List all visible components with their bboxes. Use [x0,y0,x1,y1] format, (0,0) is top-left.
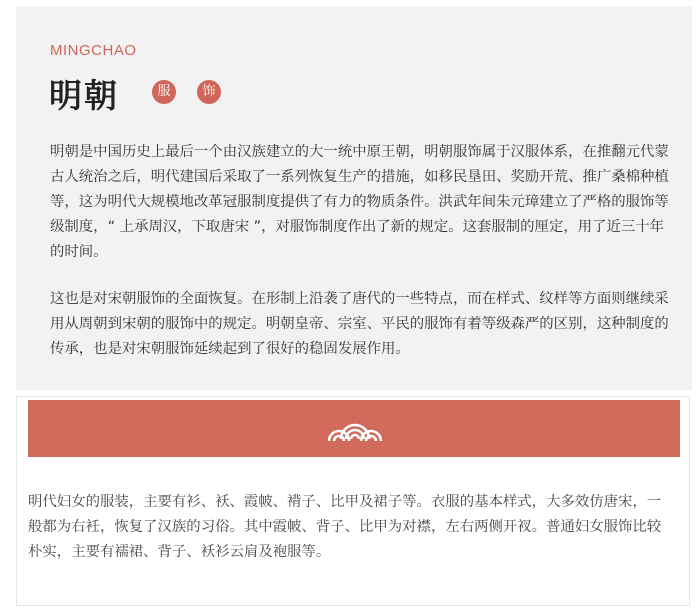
section-banner [28,400,680,457]
tag-badge-shi: 饰 [197,80,221,104]
english-title: MINGCHAO [50,42,137,59]
auspicious-cloud-icon [326,415,384,443]
page-title: 明朝 [49,76,119,115]
tag-badge-fu: 服 [152,80,176,104]
intro-paragraph-1: 明朝是中国历史上最后一个由汉族建立的大一统中原王朝，明朝服饰属于汉服体系，在推翻元代蒙古人统治之后，明代建国后采取了一系列恢复生产的措施，如移民垦田、奖励开荒、推广桑棉种植等，这为明代大规模地改革冠服制度提供了有力的物质条件。洪武年间朱元璋建立了严格的服饰等级制度，“ 上承周汉，下取唐宋 ”，对服饰制度作出了新的规定。这套服制的厘定，用了近三十年的时间。 [50,144,669,260]
intro-card [16,6,692,390]
intro-paragraph-2: 这也是对宋朝服饰的全面恢复。在形制上沿袭了唐代的一些特点，而在样式、纹样等方面则继续采用从周朝到宋朝的服饰中的规定。明朝皇帝、宗室、平民的服饰有着等级森严的区别，这种制度的传承，也是对宋朝服饰延续起到了很好的稳固发展作用。 [50,291,669,357]
women-clothing-paragraph: 明代妇女的服装，主要有衫、袄、霞帔、褙子、比甲及裙子等。衣服的基本样式，大多效仿唐宋，一般都为右衽，恢复了汉族的习俗。其中霞帔、背子、比甲为对襟，左右两侧开衩。普通妇女服饰比较朴实，主要有襦裙、背子、袄衫云肩及袍服等。 [28,494,662,560]
